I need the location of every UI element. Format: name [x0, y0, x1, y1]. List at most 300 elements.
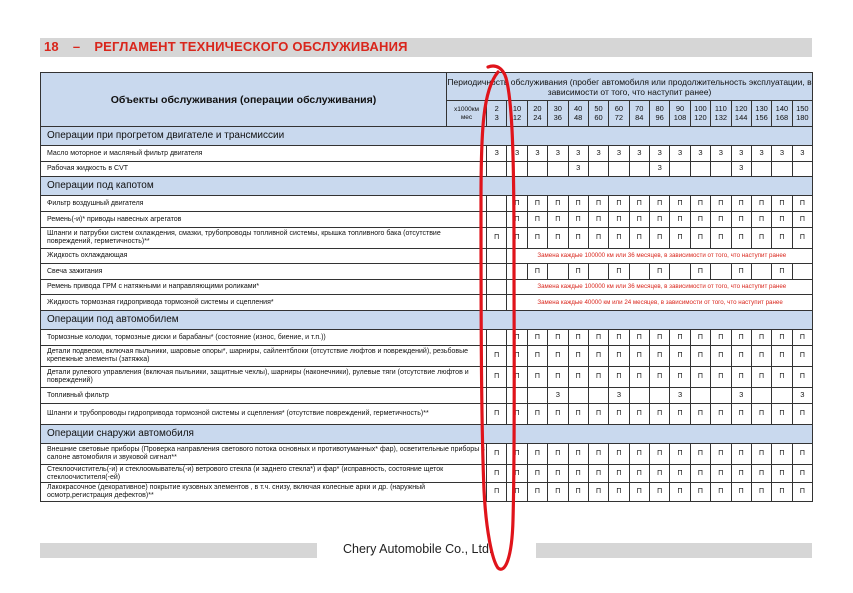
schedule-cell: П [751, 346, 771, 367]
schedule-cell: П [568, 346, 588, 367]
schedule-cell: З [548, 146, 568, 162]
operation-name: Ремень(-и)* приводы навесных агрегатов [41, 212, 487, 228]
schedule-cell [548, 162, 568, 177]
schedule-cell: П [792, 404, 812, 425]
schedule-cell: П [690, 196, 710, 212]
schedule-cell: П [670, 330, 690, 346]
schedule-cell: П [609, 228, 629, 249]
schedule-cell: П [731, 346, 751, 367]
schedule-cell: П [609, 212, 629, 228]
mileage-km: 110 [714, 104, 727, 113]
schedule-cell [751, 162, 771, 177]
schedule-cell: П [731, 264, 751, 280]
schedule-cell: П [650, 483, 670, 502]
schedule-cell [670, 264, 690, 280]
table-row [41, 295, 813, 311]
schedule-cell: П [527, 444, 547, 465]
schedule-cell: П [792, 196, 812, 212]
schedule-cell [487, 388, 507, 404]
schedule-cell: П [731, 367, 751, 388]
mileage-months: 36 [553, 112, 562, 122]
schedule-cell: П [650, 465, 670, 483]
schedule-cell: П [690, 367, 710, 388]
schedule-cell: П [772, 196, 792, 212]
schedule-cell: П [690, 483, 710, 502]
schedule-cell [751, 388, 771, 404]
schedule-cell: П [690, 264, 710, 280]
schedule-cell [487, 264, 507, 280]
schedule-cell: П [507, 212, 527, 228]
mileage-col-header [650, 101, 670, 127]
schedule-cell: З [731, 146, 751, 162]
schedule-cell: П [548, 404, 568, 425]
schedule-cell: П [487, 483, 507, 502]
schedule-cell: П [751, 404, 771, 425]
mileage-months: 3 [494, 112, 499, 122]
mileage-col-header [751, 101, 771, 127]
mileage-col-header [670, 101, 690, 127]
schedule-cell [487, 212, 507, 228]
schedule-cell: З [568, 162, 588, 177]
section-header-row [41, 177, 813, 196]
schedule-cell [507, 162, 527, 177]
schedule-cell: П [588, 346, 608, 367]
mileage-km: 2 [494, 104, 499, 113]
mileage-col-header [772, 101, 792, 127]
schedule-cell: П [711, 212, 731, 228]
schedule-cell: П [670, 483, 690, 502]
schedule-cell: П [690, 404, 710, 425]
table-row [41, 228, 813, 249]
table-row [41, 249, 813, 264]
schedule-cell: П [650, 330, 670, 346]
schedule-cell [487, 280, 507, 295]
page-number: 18 [44, 39, 59, 54]
schedule-cell: П [670, 404, 690, 425]
schedule-cell: З [629, 146, 649, 162]
operation-name: Ремень привода ГРМ с натяжными и направляющими роликами* [41, 280, 487, 295]
schedule-cell: П [609, 483, 629, 502]
schedule-cell: П [609, 465, 629, 483]
schedule-cell: П [568, 196, 588, 212]
schedule-cell [629, 162, 649, 177]
maintenance-table [40, 72, 813, 502]
schedule-cell: П [731, 196, 751, 212]
schedule-cell: П [568, 212, 588, 228]
mileage-col-header [711, 101, 731, 127]
unit-cell [447, 101, 487, 127]
table-row [41, 162, 813, 177]
schedule-cell: П [487, 367, 507, 388]
schedule-cell: П [751, 196, 771, 212]
period-header: Периодичность обслуживания (пробег автомобиля или продолжительность эксплуатации, в зависимости от того, что наступит ранее) [447, 73, 813, 101]
schedule-cell: П [629, 367, 649, 388]
schedule-cell: П [751, 228, 771, 249]
mileage-km: 90 [675, 104, 685, 113]
schedule-cell: П [772, 228, 792, 249]
schedule-cell: П [487, 228, 507, 249]
schedule-cell: П [731, 330, 751, 346]
schedule-cell: З [609, 146, 629, 162]
schedule-cell: П [629, 465, 649, 483]
section-header-row [41, 425, 813, 444]
schedule-cell: З [670, 388, 690, 404]
schedule-cell [487, 249, 507, 264]
mileage-col-header [792, 101, 812, 127]
mileage-km: 150 [796, 104, 809, 113]
mileage-months: 132 [714, 112, 728, 122]
schedule-cell [588, 388, 608, 404]
mileage-months: 12 [512, 112, 522, 122]
mileage-km: 80 [655, 104, 664, 113]
schedule-cell: П [609, 367, 629, 388]
schedule-cell: П [650, 404, 670, 425]
schedule-cell: П [507, 465, 527, 483]
schedule-cell [670, 162, 690, 177]
footer-bar-left [40, 543, 317, 558]
schedule-cell [507, 388, 527, 404]
schedule-cell: П [792, 465, 812, 483]
schedule-cell: З [650, 146, 670, 162]
schedule-cell: П [629, 444, 649, 465]
schedule-cell: П [588, 444, 608, 465]
schedule-cell: П [650, 264, 670, 280]
schedule-cell: П [507, 483, 527, 502]
operation-name: Топливный фильтр [41, 388, 487, 404]
schedule-cell: П [711, 346, 731, 367]
schedule-cell: П [751, 444, 771, 465]
schedule-cell: П [690, 330, 710, 346]
table-row [41, 465, 813, 483]
schedule-cell: П [731, 404, 751, 425]
schedule-cell: П [527, 465, 547, 483]
mileage-months: 72 [614, 112, 624, 122]
schedule-cell: П [629, 330, 649, 346]
schedule-cell: П [670, 196, 690, 212]
schedule-cell: П [527, 196, 547, 212]
schedule-cell: З [507, 146, 527, 162]
schedule-cell: П [548, 228, 568, 249]
schedule-cell: П [527, 404, 547, 425]
operation-name: Жидкость тормозная гидропривода тормозной системы и сцепления* [41, 295, 487, 311]
mileage-months: 84 [635, 112, 644, 122]
mileage-months: 156 [755, 112, 768, 122]
schedule-cell: П [629, 483, 649, 502]
schedule-cell [772, 162, 792, 177]
table-row [41, 264, 813, 280]
footer-bar-right [536, 543, 812, 558]
section-title: Операции при прогретом двигателе и трансмиссии [41, 127, 813, 146]
section-title: Операции снаружи автомобиля [41, 425, 813, 444]
schedule-cell: П [527, 228, 547, 249]
schedule-cell: П [650, 444, 670, 465]
schedule-cell: П [609, 264, 629, 280]
schedule-cell: П [609, 444, 629, 465]
schedule-cell: З [650, 162, 670, 177]
schedule-cell: П [690, 444, 710, 465]
schedule-cell: П [772, 404, 792, 425]
operation-name: Шланги и трубопроводы гидропривода тормозной системы и сцепления* (отсутствие повреждений, герметичность)** [41, 404, 487, 425]
mileage-km: 50 [594, 104, 603, 113]
schedule-cell: П [548, 483, 568, 502]
schedule-cell: П [568, 404, 588, 425]
mileage-km: 10 [512, 104, 522, 113]
schedule-cell: П [629, 228, 649, 249]
unit-km: x1000км [453, 105, 480, 113]
schedule-cell: П [588, 465, 608, 483]
operation-name: Рабочая жидкость в CVT [41, 162, 487, 177]
schedule-cell: П [731, 212, 751, 228]
schedule-cell: П [772, 330, 792, 346]
mileage-months: 180 [796, 112, 809, 122]
table-row [41, 404, 813, 425]
table-row [41, 367, 813, 388]
schedule-cell: П [711, 483, 731, 502]
schedule-cell: З [670, 146, 690, 162]
schedule-cell: П [548, 346, 568, 367]
schedule-cell [588, 264, 608, 280]
schedule-cell: П [527, 483, 547, 502]
schedule-cell [548, 264, 568, 280]
table-row [41, 330, 813, 346]
mileage-months: 144 [734, 112, 748, 122]
schedule-cell: П [568, 367, 588, 388]
schedule-cell: П [588, 330, 608, 346]
schedule-cell: П [629, 196, 649, 212]
mileage-km: 20 [533, 104, 542, 113]
schedule-cell [588, 162, 608, 177]
schedule-cell: П [772, 264, 792, 280]
schedule-cell [487, 295, 507, 311]
schedule-cell: П [690, 346, 710, 367]
schedule-cell: П [609, 330, 629, 346]
mileage-col-header [527, 101, 547, 127]
schedule-cell [629, 264, 649, 280]
schedule-cell: П [568, 444, 588, 465]
schedule-cell: П [548, 465, 568, 483]
schedule-cell: П [772, 367, 792, 388]
mileage-km: 70 [635, 104, 644, 113]
mileage-km: 100 [694, 104, 707, 113]
schedule-cell: П [507, 444, 527, 465]
mileage-col-header [588, 101, 608, 127]
schedule-cell [772, 388, 792, 404]
schedule-cell: З [588, 146, 608, 162]
title-dash: – [72, 39, 81, 54]
schedule-cell: П [588, 404, 608, 425]
schedule-cell [690, 388, 710, 404]
unit-months: мес [460, 113, 473, 121]
table-row [41, 196, 813, 212]
table-row [41, 212, 813, 228]
schedule-cell: П [609, 404, 629, 425]
schedule-cell: З [548, 388, 568, 404]
schedule-cell: П [527, 330, 547, 346]
schedule-cell: П [629, 346, 649, 367]
schedule-cell: П [548, 444, 568, 465]
schedule-cell: П [690, 465, 710, 483]
schedule-cell: П [507, 330, 527, 346]
schedule-cell: П [792, 228, 812, 249]
schedule-cell: З [792, 388, 812, 404]
schedule-cell: П [711, 330, 731, 346]
schedule-cell: П [711, 196, 731, 212]
schedule-cell: П [731, 228, 751, 249]
schedule-cell: П [527, 264, 547, 280]
mileage-km: 30 [553, 104, 562, 113]
schedule-cell: П [670, 367, 690, 388]
mileage-col-header [629, 101, 649, 127]
mileage-months: 120 [694, 112, 707, 122]
schedule-cell: П [772, 444, 792, 465]
schedule-cell: П [772, 346, 792, 367]
schedule-cell [568, 388, 588, 404]
schedule-cell [487, 330, 507, 346]
mileage-km: 140 [775, 104, 789, 113]
schedule-cell [792, 264, 812, 280]
schedule-cell [629, 388, 649, 404]
schedule-cell [650, 388, 670, 404]
mileage-col-header [507, 101, 527, 127]
schedule-cell: П [772, 483, 792, 502]
schedule-cell: П [487, 346, 507, 367]
schedule-cell [711, 388, 731, 404]
schedule-cell: П [588, 228, 608, 249]
schedule-cell: П [731, 465, 751, 483]
schedule-cell [487, 162, 507, 177]
mileage-months: 96 [655, 112, 664, 122]
schedule-cell: П [792, 212, 812, 228]
replacement-note: Замена каждые 100000 км или 36 месяцев, в зависимости от того, что наступит ранее [507, 280, 813, 295]
schedule-cell: П [588, 212, 608, 228]
operation-name: Свеча зажигания [41, 264, 487, 280]
schedule-cell: П [507, 196, 527, 212]
schedule-cell: З [792, 146, 812, 162]
section-title: Операции под автомобилем [41, 311, 813, 330]
schedule-cell: П [670, 212, 690, 228]
schedule-cell: П [487, 404, 507, 425]
schedule-cell: П [527, 212, 547, 228]
schedule-cell: П [650, 346, 670, 367]
table-row [41, 146, 813, 162]
schedule-cell: П [548, 330, 568, 346]
schedule-cell: П [751, 367, 771, 388]
title-text: РЕГЛАМЕНТ ТЕХНИЧЕСКОГО ОБСЛУЖИВАНИЯ [94, 39, 408, 54]
schedule-cell: П [711, 367, 731, 388]
schedule-cell: П [670, 444, 690, 465]
schedule-cell: П [792, 483, 812, 502]
mileage-months: 60 [594, 112, 603, 122]
schedule-cell: П [487, 465, 507, 483]
schedule-cell: П [507, 228, 527, 249]
mileage-months: 48 [574, 112, 583, 122]
replacement-note: Замена каждые 100000 км или 36 месяцев, в зависимости от того, что наступит ранее [507, 249, 813, 264]
operation-name: Шланги и патрубки систем охлаждения, смазки, трубопроводы топливной системы, крышка топливного бака (отсутствие повреждений, герметичность)** [41, 228, 487, 249]
schedule-cell: П [568, 465, 588, 483]
schedule-cell: П [731, 483, 751, 502]
schedule-cell: П [507, 346, 527, 367]
schedule-cell: П [548, 212, 568, 228]
schedule-cell: П [629, 212, 649, 228]
schedule-cell: П [731, 444, 751, 465]
schedule-cell: П [609, 196, 629, 212]
operation-name: Масло моторное и масляный фильтр двигателя [41, 146, 487, 162]
schedule-cell: П [772, 212, 792, 228]
schedule-cell: П [751, 483, 771, 502]
schedule-cell: П [548, 196, 568, 212]
schedule-cell [507, 264, 527, 280]
schedule-cell [487, 196, 507, 212]
operation-name: Детали рулевого управления (включая пыльники, защитные чехлы), шарниры (наконечники), рулевые тяги (отсутствие люфтов и повреждений) [41, 367, 487, 388]
mileage-months: 24 [533, 112, 542, 122]
schedule-cell: П [751, 212, 771, 228]
schedule-cell: П [792, 346, 812, 367]
mileage-col-header [548, 101, 568, 127]
operation-name: Стеклоочиститель(-и) и стеклоомыватель(-и) ветрового стекла (и заднего стекла*) и фар* (исправность, состояние щеток стеклоочистителя(-ей) [41, 465, 487, 483]
schedule-cell [527, 162, 547, 177]
schedule-cell: П [711, 465, 731, 483]
operation-name: Жидкость охлаждающая [41, 249, 487, 264]
schedule-cell: З [711, 146, 731, 162]
schedule-cell: З [772, 146, 792, 162]
mileage-col-header [487, 101, 507, 127]
mileage-km: 130 [755, 104, 768, 113]
schedule-cell [711, 264, 731, 280]
schedule-cell [527, 388, 547, 404]
schedule-cell: П [568, 483, 588, 502]
schedule-cell: П [527, 367, 547, 388]
mileage-km: 40 [574, 104, 583, 113]
schedule-cell [609, 162, 629, 177]
schedule-cell: П [690, 228, 710, 249]
schedule-cell: П [588, 483, 608, 502]
section-title: Операции под капотом [41, 177, 813, 196]
schedule-cell: П [792, 367, 812, 388]
schedule-cell: П [507, 367, 527, 388]
schedule-cell: П [711, 404, 731, 425]
schedule-cell: П [650, 212, 670, 228]
operation-name: Фильтр воздушный двигателя [41, 196, 487, 212]
schedule-cell: П [548, 367, 568, 388]
schedule-cell: П [588, 367, 608, 388]
replacement-note: Замена каждые 40000 км или 24 месяцев, в зависимости от того, что наступит ранее [507, 295, 813, 311]
schedule-cell: З [731, 388, 751, 404]
schedule-cell: П [527, 346, 547, 367]
schedule-cell: П [568, 330, 588, 346]
mileage-months: 168 [775, 112, 789, 122]
schedule-cell: П [507, 404, 527, 425]
table-row [41, 444, 813, 465]
operation-name: Лакокрасочное (декоративное) покрытие кузовных элементов , в т.ч. снизу, включая колесные арки и др. (наружный осмотр,регистрация дефектов)** [41, 483, 487, 502]
section-header-row [41, 311, 813, 330]
schedule-cell: П [670, 228, 690, 249]
operation-name: Тормозные колодки, тормозные диски и барабаны* (состояние (износ, биение, и т.п.)) [41, 330, 487, 346]
schedule-cell: П [487, 444, 507, 465]
table-row [41, 388, 813, 404]
table-row [41, 483, 813, 502]
schedule-cell: П [711, 228, 731, 249]
operation-name: Детали подвески, включая пыльники, шаровые опоры*, шарниры, сайлентблоки (отсутствие люфтов и повреждений), резьбовые крепежные элементы (затяжка) [41, 346, 487, 367]
mileage-col-header [568, 101, 588, 127]
schedule-cell: П [650, 196, 670, 212]
schedule-cell: З [568, 146, 588, 162]
schedule-cell [751, 264, 771, 280]
schedule-cell [690, 162, 710, 177]
mileage-col-header [731, 101, 751, 127]
schedule-cell: П [568, 264, 588, 280]
mileage-km: 60 [614, 104, 624, 113]
schedule-cell: П [751, 465, 771, 483]
